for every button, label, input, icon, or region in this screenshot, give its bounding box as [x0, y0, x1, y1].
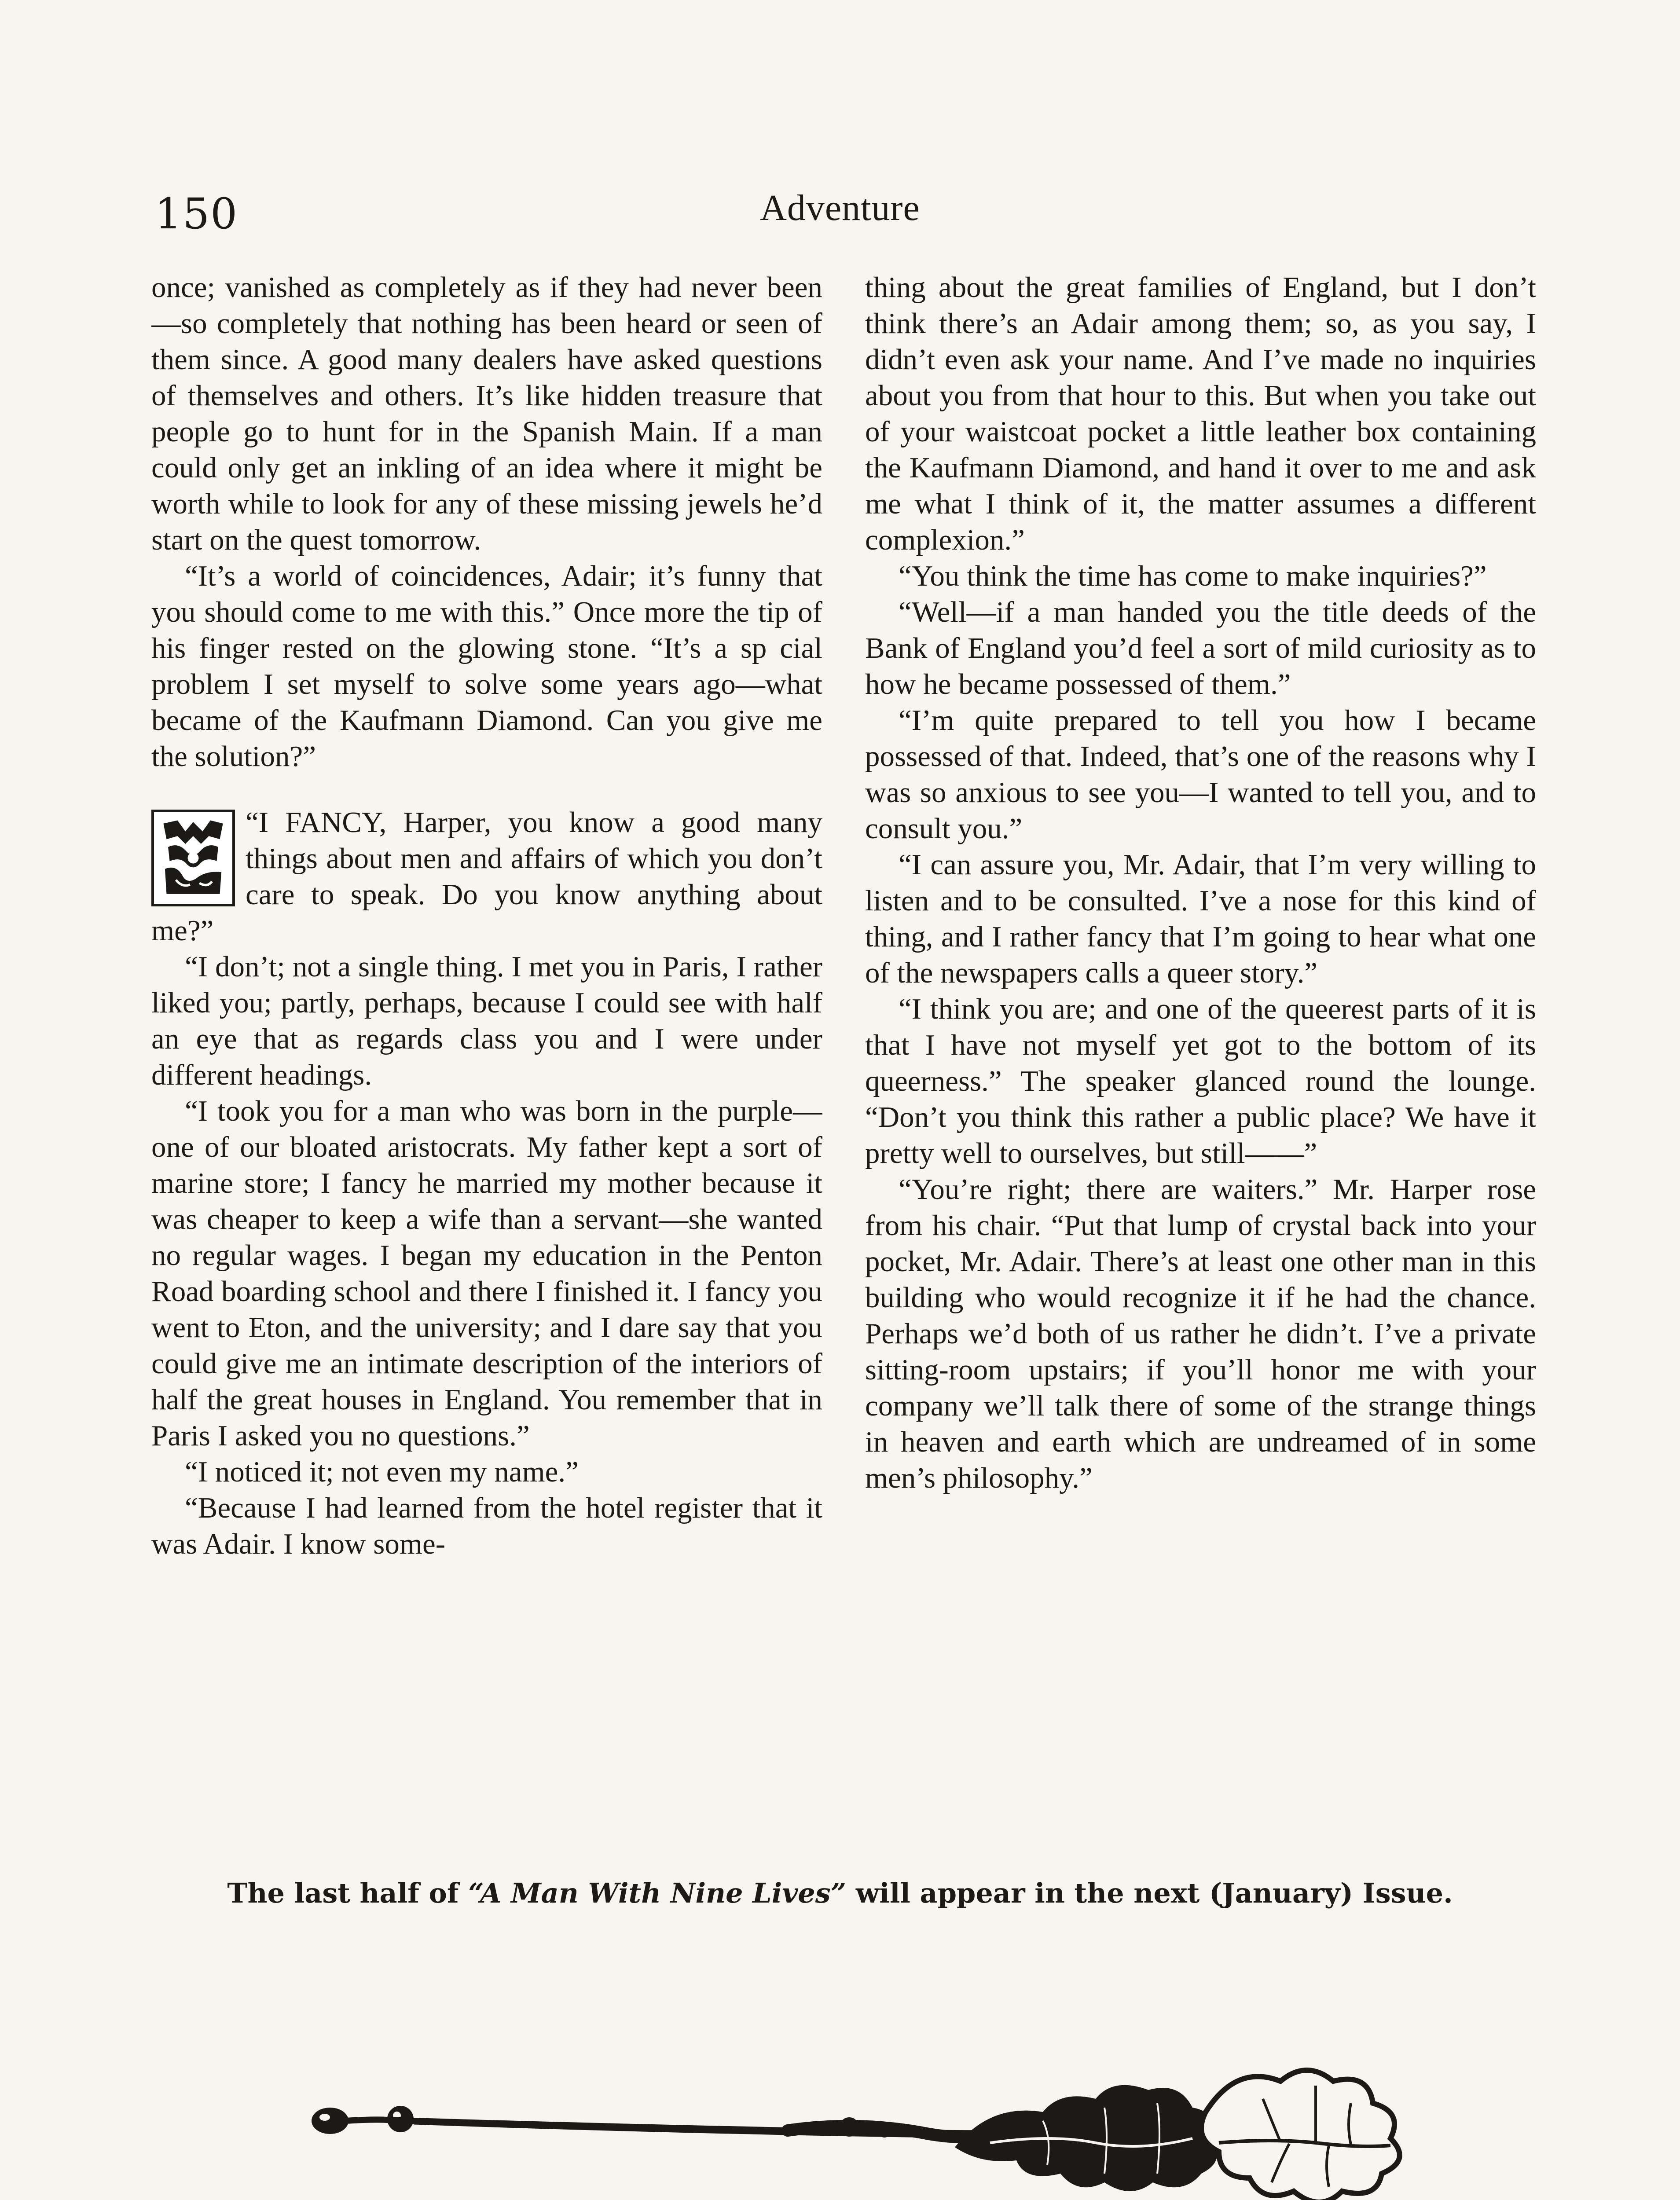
paragraph: “I can assure you, Mr. Adair, that I’m very willing to listen and to be consulted. I’ve a nose for this kind of thing, and I rather fancy that I’m going to hear what one of the newspapers calls a queer story.” [865, 848, 1536, 989]
section-opening [151, 804, 822, 949]
paragraph: “I FANCY, Harper, you know a good many things about men and affairs of which you don’t care to speak. Do you know anything about me?” [151, 806, 822, 947]
notice-text: The last half of [227, 1877, 469, 1909]
paragraph: “You think the time has come to make inquiries?” [899, 560, 1487, 592]
paragraph: “I noticed it; not even my name.” [185, 1456, 579, 1488]
next-issue-notice [151, 1877, 1529, 1909]
magazine-title: Adventure [760, 187, 920, 228]
vine-leaf-ornament-icon [304, 2033, 1421, 2200]
page-number: 150 [155, 189, 238, 238]
paragraph: “I don’t; not a single thing. I met you in Paris, I rather liked you; partly, perhaps, because I could see with half an eye that as regards class you and I were under different headings. [151, 950, 822, 1091]
left-column [151, 269, 822, 1831]
paragraph: “I think you are; and one of the queerest parts of it is that I have not myself yet got to the bottom of its queerness.” The speaker glanced round the lounge. “Don’t you think this rather a public place? We have it pretty well to ourselves, but still——” [865, 993, 1536, 1170]
page-header [151, 180, 1529, 238]
dropcap-ornament-icon [151, 810, 235, 906]
paragraph: “Well—if a man handed you the title deeds of the Bank of England you’d feel a sort of mild curiosity as to how he became possessed of them.” [865, 596, 1536, 700]
right-column [865, 269, 1536, 1831]
paragraph: once; vanished as completely as if they had never been—so completely that nothing has been heard or seen of them since. A good many dealers have asked questions of themselves and others. It’s like hidden treasure that people go to hunt for in the Spanish Main. If a man could only get an inkling of an idea where it might be worth while to look for any of these missing jewels he’d start on the quest tomorrow. [151, 271, 822, 556]
notice-text: will appear in the next (January) Issue. [846, 1877, 1453, 1909]
paragraph: “Because I had learned from the hotel register that it was Adair. I know some- [151, 1492, 822, 1560]
paragraph: “It’s a world of coincidences, Adair; it’s funny that you should come to me with this.” Once more the tip of his finger rested on the glowing stone. “It’s a sp cial problem I set myself to solve some years ago—what became of the Kaufmann Diamond. Can you give me the solution?” [151, 560, 822, 773]
paragraph: thing about the great families of England, but I don’t think there’s an Adair among them; so, as you say, I didn’t even ask your name. And I’ve made no inquiries about you from that hour to this. But when you take out of your waistcoat pocket a little leather box containing the Kaufmann Diamond, and hand it over to me and ask me what I think of it, the matter assumes a different complexion.” [865, 271, 1536, 556]
story-title: “A Man With Nine Lives” [468, 1877, 847, 1909]
paragraph: “I’m quite prepared to tell you how I became possessed of that. Indeed, that’s one of the reasons why I was so anxious to see you—I wanted to tell you, and to consult you.” [865, 704, 1536, 845]
paragraph: “You’re right; there are waiters.” Mr. Harper rose from his chair. “Put that lump of crystal back into your pocket, Mr. Adair. There’s at least one other man in this building who would recognize it if he had the chance. Perhaps we’d both of us rather he didn’t. I’ve a private sitting-room upstairs; if you’ll honor me with your company we’ll talk there of some of the strange things in heaven and earth which are undreamed of in some men’s philosophy.” [865, 1173, 1536, 1494]
paragraph: “I took you for a man who was born in the purple—one of our bloated aristocrats. My father kept a sort of marine store; I fancy he married my mother because it was cheaper to keep a wife than a servant—she wanted no regular wages. I began my education in the Penton Road boarding school and there I finished it. I fancy you went to Eton, and the university; and I dare say that you could give me an intimate description of the interiors of half the great houses in England. You remember that in Paris I asked you no questions.” [151, 1095, 822, 1452]
